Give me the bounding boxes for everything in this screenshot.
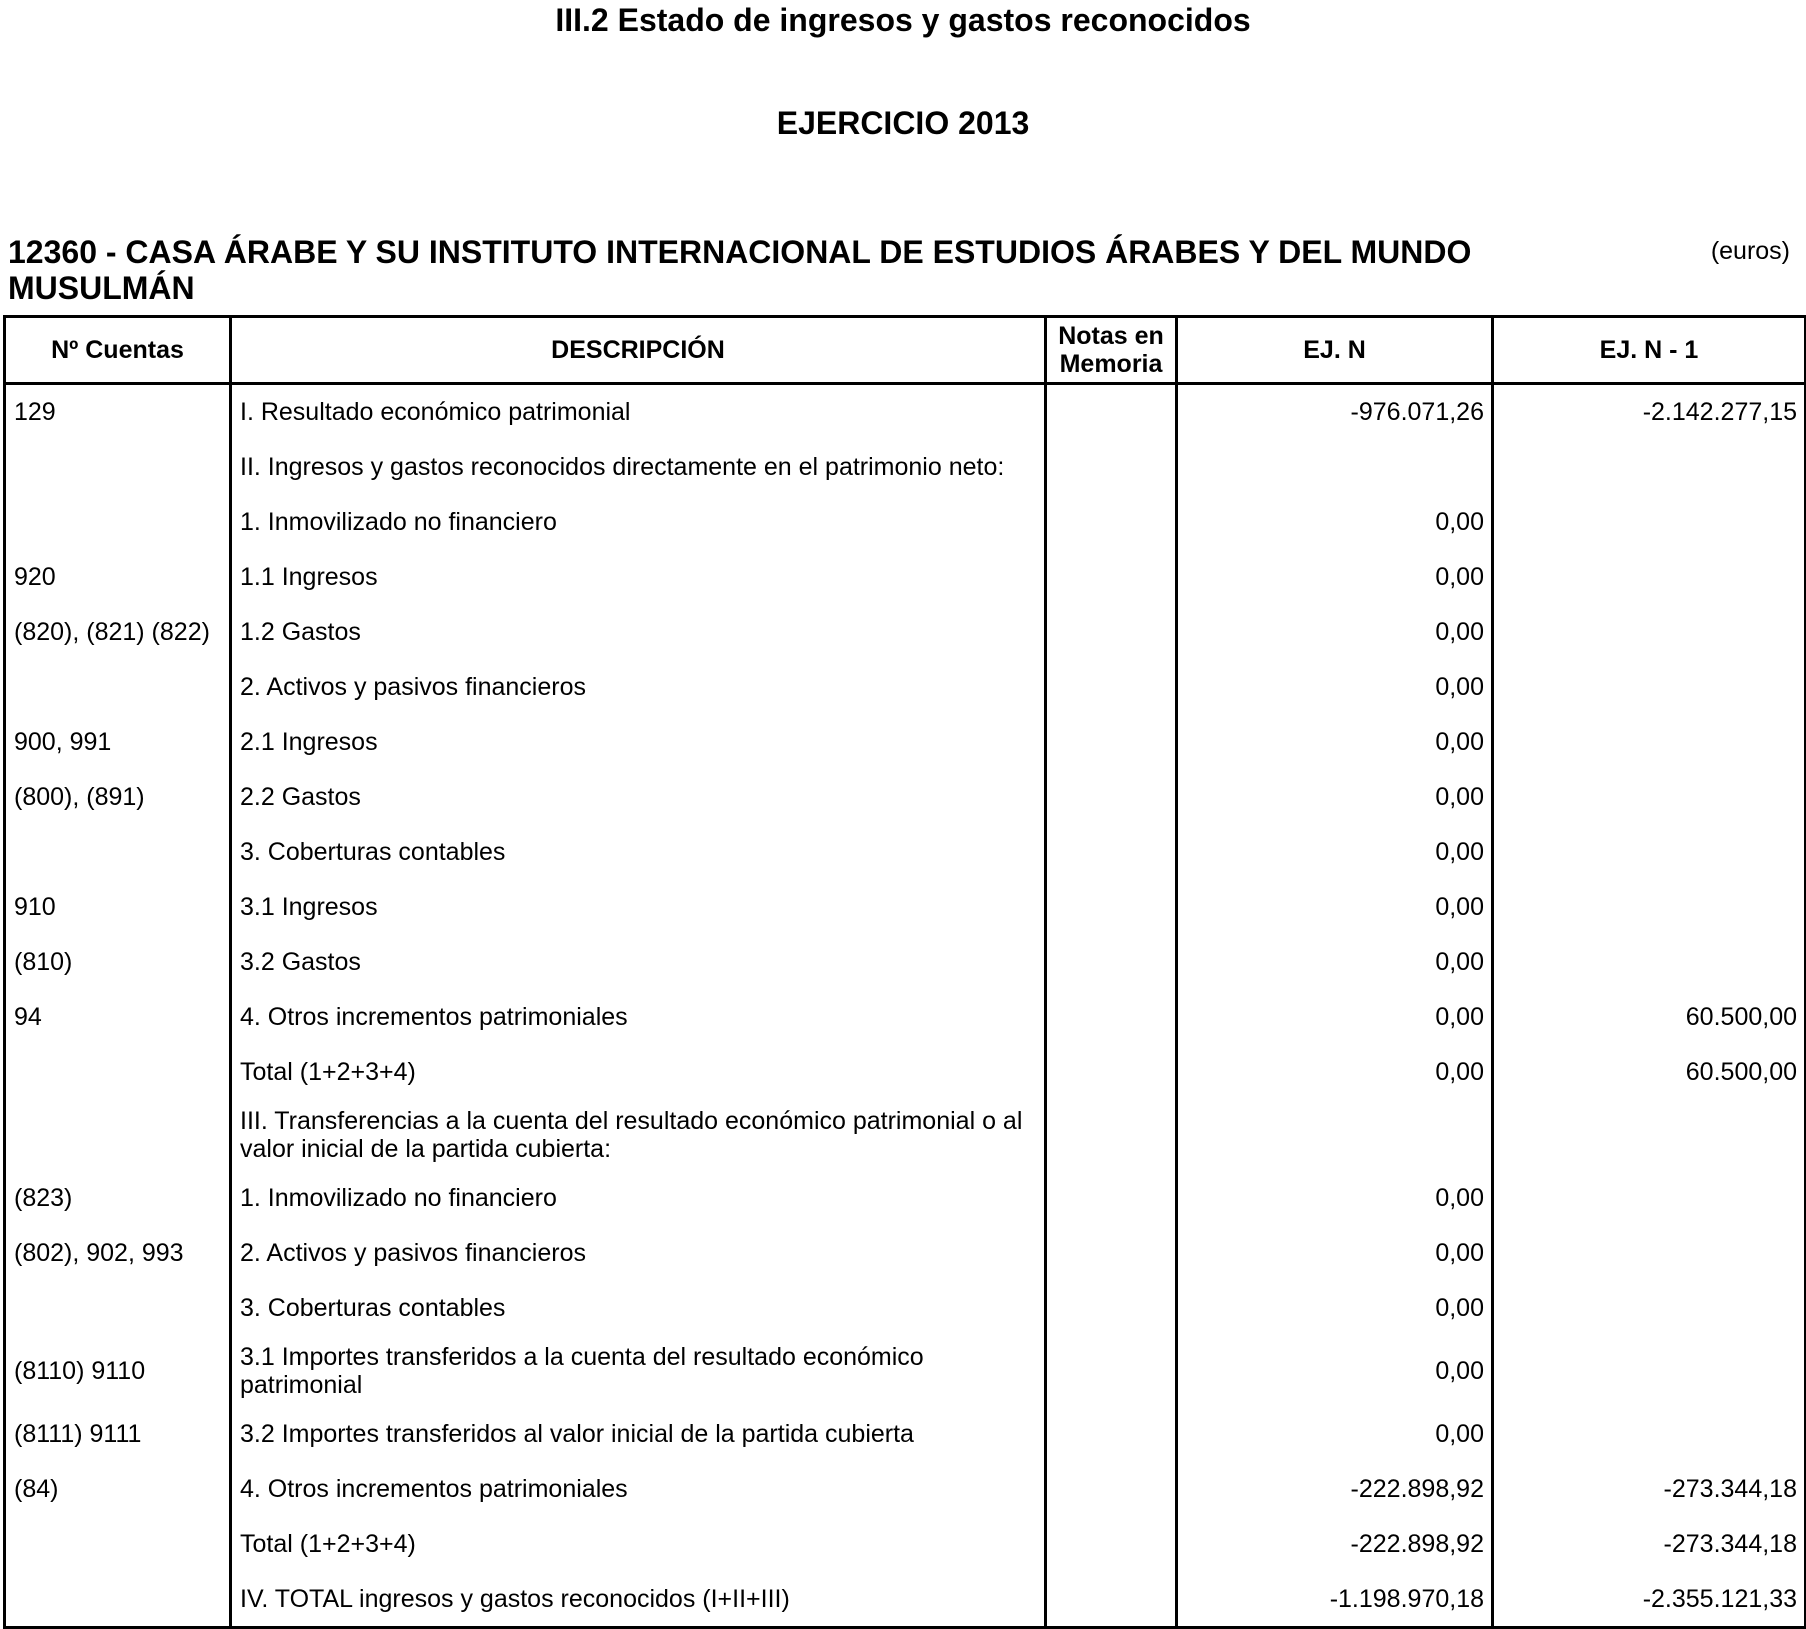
column-header-cuentas: Nº Cuentas bbox=[5, 317, 231, 384]
cell-notas bbox=[1046, 439, 1177, 494]
cell-ej-n1: -2.355.121,33 bbox=[1493, 1571, 1806, 1628]
cell-ej-n: 0,00 bbox=[1177, 1225, 1493, 1280]
cell-ej-n: -222.898,92 bbox=[1177, 1461, 1493, 1516]
cell-ej-n1 bbox=[1493, 714, 1806, 769]
cell-ej-n bbox=[1177, 1099, 1493, 1170]
cell-descripcion: 3.2 Gastos bbox=[231, 934, 1046, 989]
cell-notas bbox=[1046, 1099, 1177, 1170]
cell-cuentas bbox=[5, 1571, 231, 1628]
cell-ej-n1 bbox=[1493, 1335, 1806, 1406]
cell-cuentas bbox=[5, 1280, 231, 1335]
cell-notas bbox=[1046, 549, 1177, 604]
cell-notas bbox=[1046, 934, 1177, 989]
cell-notas bbox=[1046, 769, 1177, 824]
cell-descripcion: Total (1+2+3+4) bbox=[231, 1044, 1046, 1099]
cell-ej-n: 0,00 bbox=[1177, 549, 1493, 604]
cell-ej-n bbox=[1177, 439, 1493, 494]
cell-ej-n: 0,00 bbox=[1177, 659, 1493, 714]
cell-cuentas: 900, 991 bbox=[5, 714, 231, 769]
cell-ej-n1 bbox=[1493, 934, 1806, 989]
cell-notas bbox=[1046, 1335, 1177, 1406]
cell-notas bbox=[1046, 1461, 1177, 1516]
column-header-notas: Notas en Memoria bbox=[1046, 317, 1177, 384]
cell-ej-n1 bbox=[1493, 549, 1806, 604]
table-row bbox=[5, 439, 1806, 494]
cell-descripcion: 3. Coberturas contables bbox=[231, 1280, 1046, 1335]
table-row bbox=[5, 934, 1806, 989]
cell-ej-n1 bbox=[1493, 1099, 1806, 1170]
cell-notas bbox=[1046, 604, 1177, 659]
income-expense-statement-table bbox=[3, 315, 1806, 1629]
cell-notas bbox=[1046, 384, 1177, 440]
currency-units: (euros) bbox=[1710, 237, 1790, 265]
cell-descripcion: 1.1 Ingresos bbox=[231, 549, 1046, 604]
cell-descripcion: II. Ingresos y gastos reconocidos directamente en el patrimonio neto: bbox=[231, 439, 1046, 494]
cell-cuentas bbox=[5, 824, 231, 879]
cell-descripcion: 2. Activos y pasivos financieros bbox=[231, 1225, 1046, 1280]
cell-ej-n1 bbox=[1493, 439, 1806, 494]
cell-descripcion: 3.1 Importes transferidos a la cuenta del resultado económico patrimonial bbox=[231, 1335, 1046, 1406]
table-row bbox=[5, 714, 1806, 769]
cell-ej-n: 0,00 bbox=[1177, 824, 1493, 879]
cell-notas bbox=[1046, 989, 1177, 1044]
cell-descripcion: 1. Inmovilizado no financiero bbox=[231, 494, 1046, 549]
cell-ej-n: 0,00 bbox=[1177, 769, 1493, 824]
cell-ej-n1: 60.500,00 bbox=[1493, 1044, 1806, 1099]
table-row bbox=[5, 1406, 1806, 1461]
entity-heading: 12360 - CASA ÁRABE Y SU INSTITUTO INTERNACIONAL DE ESTUDIOS ÁRABES Y DEL MUNDO MUSULMÁN bbox=[8, 234, 1472, 306]
table-row bbox=[5, 604, 1806, 659]
cell-notas bbox=[1046, 714, 1177, 769]
cell-descripcion: 1.2 Gastos bbox=[231, 604, 1046, 659]
cell-notas bbox=[1046, 1406, 1177, 1461]
cell-ej-n1 bbox=[1493, 1406, 1806, 1461]
cell-cuentas: (8111) 9111 bbox=[5, 1406, 231, 1461]
cell-cuentas: (8110) 9110 bbox=[5, 1335, 231, 1406]
table-row bbox=[5, 384, 1806, 440]
cell-cuentas: 94 bbox=[5, 989, 231, 1044]
table-row bbox=[5, 824, 1806, 879]
cell-descripcion: IV. TOTAL ingresos y gastos reconocidos (I+II+III) bbox=[231, 1571, 1046, 1628]
table-row bbox=[5, 494, 1806, 549]
cell-ej-n1 bbox=[1493, 769, 1806, 824]
cell-ej-n: 0,00 bbox=[1177, 879, 1493, 934]
cell-ej-n1: 60.500,00 bbox=[1493, 989, 1806, 1044]
cell-ej-n: -1.198.970,18 bbox=[1177, 1571, 1493, 1628]
cell-descripcion: 3.1 Ingresos bbox=[231, 879, 1046, 934]
cell-ej-n: 0,00 bbox=[1177, 714, 1493, 769]
table-body bbox=[5, 384, 1806, 1628]
cell-cuentas: (810) bbox=[5, 934, 231, 989]
cell-descripcion: 2.2 Gastos bbox=[231, 769, 1046, 824]
table-row bbox=[5, 1099, 1806, 1170]
cell-notas bbox=[1046, 1280, 1177, 1335]
cell-ej-n: 0,00 bbox=[1177, 604, 1493, 659]
cell-notas bbox=[1046, 879, 1177, 934]
column-header-ej-n1: EJ. N - 1 bbox=[1493, 317, 1806, 384]
cell-ej-n1: -273.344,18 bbox=[1493, 1461, 1806, 1516]
cell-ej-n: 0,00 bbox=[1177, 1406, 1493, 1461]
cell-notas bbox=[1046, 1044, 1177, 1099]
table-row bbox=[5, 989, 1806, 1044]
table-row bbox=[5, 549, 1806, 604]
cell-ej-n1: -2.142.277,15 bbox=[1493, 384, 1806, 440]
cell-ej-n1 bbox=[1493, 879, 1806, 934]
cell-notas bbox=[1046, 1571, 1177, 1628]
table-row bbox=[5, 1280, 1806, 1335]
cell-cuentas bbox=[5, 1044, 231, 1099]
table-row bbox=[5, 659, 1806, 714]
cell-cuentas bbox=[5, 1516, 231, 1571]
cell-ej-n: 0,00 bbox=[1177, 1335, 1493, 1406]
cell-cuentas: 920 bbox=[5, 549, 231, 604]
table-row bbox=[5, 1044, 1806, 1099]
cell-descripcion: 2. Activos y pasivos financieros bbox=[231, 659, 1046, 714]
cell-descripcion: 2.1 Ingresos bbox=[231, 714, 1046, 769]
cell-ej-n1: -273.344,18 bbox=[1493, 1516, 1806, 1571]
cell-cuentas: 129 bbox=[5, 384, 231, 440]
cell-ej-n1 bbox=[1493, 604, 1806, 659]
cell-cuentas bbox=[5, 1099, 231, 1170]
cell-descripcion: Total (1+2+3+4) bbox=[231, 1516, 1046, 1571]
table-row bbox=[5, 1170, 1806, 1225]
table-row bbox=[5, 1225, 1806, 1280]
cell-descripcion: 4. Otros incrementos patrimoniales bbox=[231, 1461, 1046, 1516]
cell-notas bbox=[1046, 1516, 1177, 1571]
cell-notas bbox=[1046, 1225, 1177, 1280]
table-row bbox=[5, 1335, 1806, 1406]
cell-cuentas: (820), (821) (822) bbox=[5, 604, 231, 659]
cell-ej-n: 0,00 bbox=[1177, 1280, 1493, 1335]
cell-cuentas: (823) bbox=[5, 1170, 231, 1225]
cell-ej-n: 0,00 bbox=[1177, 494, 1493, 549]
cell-ej-n1 bbox=[1493, 659, 1806, 714]
cell-descripcion: 1. Inmovilizado no financiero bbox=[231, 1170, 1046, 1225]
cell-ej-n: -976.071,26 bbox=[1177, 384, 1493, 440]
cell-ej-n1 bbox=[1493, 1170, 1806, 1225]
fiscal-year-heading: EJERCICIO 2013 bbox=[776, 105, 1030, 141]
cell-cuentas bbox=[5, 659, 231, 714]
cell-ej-n: -222.898,92 bbox=[1177, 1516, 1493, 1571]
cell-descripcion: 4. Otros incrementos patrimoniales bbox=[231, 989, 1046, 1044]
cell-cuentas bbox=[5, 439, 231, 494]
cell-ej-n1 bbox=[1493, 494, 1806, 549]
cell-notas bbox=[1046, 824, 1177, 879]
cell-ej-n: 0,00 bbox=[1177, 1170, 1493, 1225]
cell-cuentas: (800), (891) bbox=[5, 769, 231, 824]
column-header-ej-n: EJ. N bbox=[1177, 317, 1493, 384]
document-title: III.2 Estado de ingresos y gastos reconocidos bbox=[555, 2, 1251, 38]
cell-notas bbox=[1046, 659, 1177, 714]
cell-descripcion: I. Resultado económico patrimonial bbox=[231, 384, 1046, 440]
cell-ej-n: 0,00 bbox=[1177, 934, 1493, 989]
cell-cuentas: (802), 902, 993 bbox=[5, 1225, 231, 1280]
cell-ej-n1 bbox=[1493, 824, 1806, 879]
cell-ej-n: 0,00 bbox=[1177, 1044, 1493, 1099]
table-row bbox=[5, 879, 1806, 934]
table-row bbox=[5, 1516, 1806, 1571]
cell-ej-n1 bbox=[1493, 1225, 1806, 1280]
cell-descripcion: III. Transferencias a la cuenta del resultado económico patrimonial o al valor inicial de la partida cubierta: bbox=[231, 1099, 1046, 1170]
cell-descripcion: 3. Coberturas contables bbox=[231, 824, 1046, 879]
cell-cuentas: (84) bbox=[5, 1461, 231, 1516]
cell-descripcion: 3.2 Importes transferidos al valor inicial de la partida cubierta bbox=[231, 1406, 1046, 1461]
cell-cuentas: 910 bbox=[5, 879, 231, 934]
cell-notas bbox=[1046, 494, 1177, 549]
table-row bbox=[5, 1571, 1806, 1628]
table-row bbox=[5, 1461, 1806, 1516]
cell-cuentas bbox=[5, 494, 231, 549]
table-header-row bbox=[5, 317, 1806, 384]
cell-notas bbox=[1046, 1170, 1177, 1225]
column-header-descripcion: DESCRIPCIÓN bbox=[231, 317, 1046, 384]
cell-ej-n: 0,00 bbox=[1177, 989, 1493, 1044]
cell-ej-n1 bbox=[1493, 1280, 1806, 1335]
table-row bbox=[5, 769, 1806, 824]
